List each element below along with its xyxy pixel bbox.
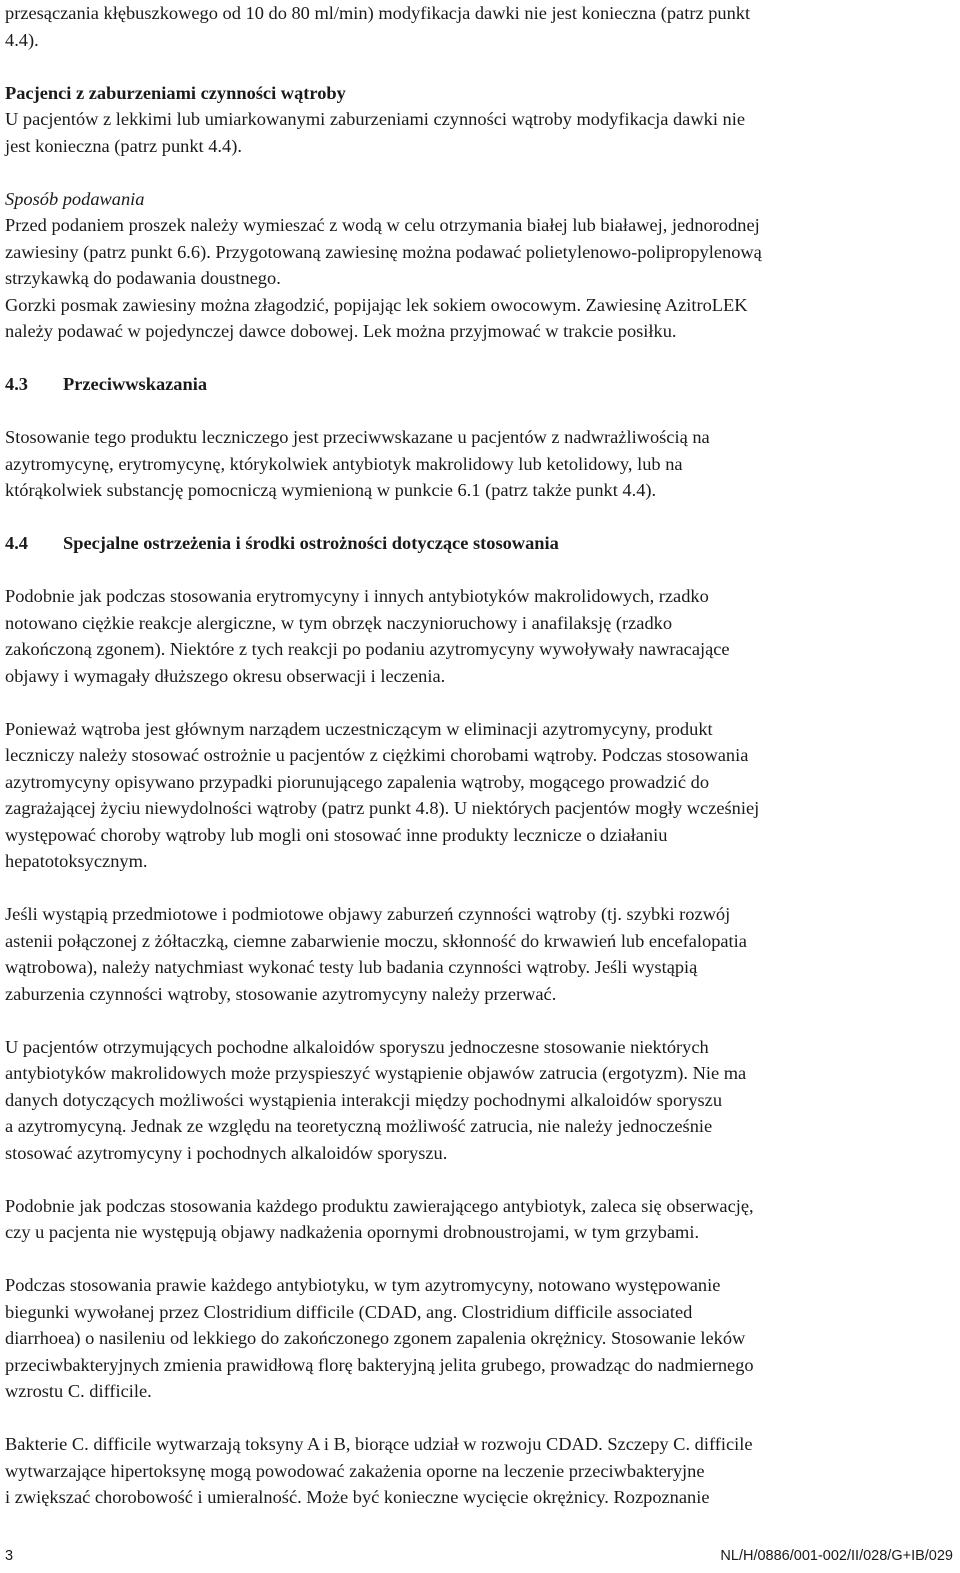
text-line: diarrhoea) o nasileniu od lekkiego do zakończonego zgonem zapalenia okrężnicy. Stosowanie leków — [5, 1328, 746, 1348]
text-line: Ponieważ wątroba jest głównym narządem uczestniczącym w eliminacji azytromycyny, produkt — [5, 718, 713, 739]
text-line: antybiotyków makrolidowych może przyspieszyć wystąpienie objawów zatrucia (ergotyzm). Nie ma — [5, 1063, 747, 1083]
paragraph — [5, 1272, 955, 1405]
subsection-title-hepatic: Pacjenci z zaburzeniami czynności wątroby — [5, 82, 346, 103]
paragraph — [5, 424, 955, 504]
document-page — [5, 0, 955, 1511]
text-line: występować choroby wątroby lub mogli oni stosować inne produkty lecznicze o działaniu — [5, 824, 668, 845]
text-line: przeciwbakteryjnych zmienia prawidłową florę bakteryjną jelita grubego, prowadząc do nadmiernego — [5, 1354, 754, 1375]
text-line: zaburzenia czynności wątroby, stosowanie azytromycyny należy przerwać. — [5, 983, 557, 1004]
text-line: Podobnie jak podczas stosowania erytromycyny i innych antybiotyków makrolidowych, rzadko — [5, 586, 709, 606]
text-line: Przed podaniem proszek należy wymieszać z wodą w celu otrzymania białej lub białawej, jednorodnej — [5, 215, 760, 235]
text-line: leczniczy należy stosować ostrożnie u pacjentów z ciężkimi chorobami wątroby. Podczas stosowania — [5, 745, 749, 765]
text-line: przesączania kłębuszkowego od 10 do 80 ml/min) modyfikacja dawki nie jest konieczna (patrz punkt — [5, 3, 751, 23]
section-heading-4-4 — [5, 530, 955, 557]
text-line: wytwarzające hipertoksynę mogą powodować zakażenia oporne na leczenie przeciwbakteryjne — [5, 1460, 705, 1481]
section-number: 4.3 — [5, 374, 28, 394]
section-title: Przeciwwskazania — [63, 374, 208, 394]
text-line: zakończoną zgonem). Niektóre z tych reakcji po podaniu azytromycyny wywoływały nawracające — [5, 639, 730, 659]
section-heading-4-3 — [5, 371, 955, 398]
paragraph — [5, 1034, 955, 1167]
text-line: 4.4). — [5, 29, 39, 50]
text-line: U pacjentów otrzymujących pochodne alkaloidów sporyszu jednoczesne stosowanie niektórych — [5, 1036, 709, 1057]
text-line: Stosowanie tego produktu leczniczego jest przeciwwskazane u pacjentów z nadwrażliwością na — [5, 427, 710, 447]
text-line: Podczas stosowania prawie każdego antybiotyku, w tym azytromycyny, notowano występowanie — [5, 1275, 721, 1295]
text-line: zawiesiny (patrz punkt 6.6). Przygotowaną zawiesinę można podawać polietylenowo-polipropylenową — [5, 241, 762, 262]
text-line: U pacjentów z lekkimi lub umiarkowanymi zaburzeniami czynności wątroby modyfikacja dawki nie — [5, 109, 745, 129]
text-line: zagrażającej życiu niewydolności wątroby (patrz punkt 4.8). U niektórych pacjentów mogły wcześniej — [5, 798, 760, 818]
text-line: objawy i wymagały dłuższego okresu obserwacji i leczenia. — [5, 665, 446, 686]
text-line: astenii połączonej z żółtaczką, ciemne zabarwienie moczu, skłonność do krwawień lub encefalopatia — [5, 930, 747, 951]
text-line: a azytromycyną. Jednak ze względu na teoretyczną możliwość zatrucia, nie należy jednocześnie — [5, 1116, 713, 1136]
text-line: stosować azytromycyny i pochodnych alkaloidów sporyszu. — [5, 1142, 448, 1163]
page-footer — [5, 1548, 953, 1564]
text-line: Bakterie C. difficile wytwarzają toksyny A i B, biorące udział w rozwoju CDAD. Szczepy C. difficile — [5, 1434, 753, 1454]
text-line: i zwiększać chorobowość i umieralność. Może być konieczne wycięcie okrężnicy. Rozpoznanie — [5, 1487, 710, 1507]
paragraph — [5, 716, 955, 875]
paragraph — [5, 901, 955, 1007]
text-line: azytromycynę, erytromycynę, którykolwiek antybiotyk makrolidowy lub ketolidowy, lub na — [5, 453, 683, 474]
section-title: Specjalne ostrzeżenia i środki ostrożności dotyczące stosowania — [63, 533, 559, 553]
document-code: NL/H/0886/001-002/II/028/G+IB/029 — [720, 1548, 953, 1564]
paragraph — [5, 1193, 955, 1246]
text-line: należy podawać w pojedynczej dawce dobowej. Lek można przyjmować w trakcie posiłku. — [5, 321, 677, 341]
text-line: azytromycyny opisywano przypadki piorunującego zapalenia wątroby, mogącego prowadzić do — [5, 771, 710, 792]
text-line: danych dotyczących możliwości wystąpienia interakcji między pochodnymi alkaloidów sporyszu — [5, 1089, 723, 1110]
text-line: czy u pacjenta nie występują objawy nadkażenia opornymi drobnoustrojami, w tym grzybami. — [5, 1222, 700, 1242]
text-line: wzrostu C. difficile. — [5, 1381, 152, 1401]
text-line: wątrobowa), należy natychmiast wykonać testy lub badania czynności wątroby. Jeśli wystąpią — [5, 957, 698, 977]
text-line: biegunki wywołanej przez Clostridium difficile (CDAD, ang. Clostridium difficile associated — [5, 1301, 693, 1322]
text-line: hepatotoksycznym. — [5, 851, 148, 871]
text-line: Gorzki posmak zawiesiny można złagodzić, popijając lek sokiem owocowym. Zawiesinę AzitroLEK — [5, 294, 748, 315]
text-line: strzykawką do podawania doustnego. — [5, 268, 281, 288]
subsection-title-administration: Sposób podawania — [5, 188, 145, 209]
text-line: jest konieczna (patrz punkt 4.4). — [5, 135, 242, 156]
text-line: którąkolwiek substancję pomocniczą wymienioną w punkcie 6.1 (patrz także punkt 4.4). — [5, 480, 657, 500]
text-line: Jeśli wystąpią przedmiotowe i podmiotowe objawy zaburzeń czynności wątroby (tj. szybki rozwój — [5, 904, 731, 924]
text-line: Podobnie jak podczas stosowania każdego produktu zawierającego antybiotyk, zaleca się obserwację, — [5, 1195, 754, 1216]
page-number: 3 — [5, 1548, 14, 1564]
section-number: 4.4 — [5, 533, 28, 553]
paragraph — [5, 583, 955, 689]
text-line: notowano ciężkie reakcje alergiczne, w tym obrzęk naczynioruchowy i anafilaksję (rzadko — [5, 612, 673, 633]
paragraph — [5, 1431, 955, 1511]
